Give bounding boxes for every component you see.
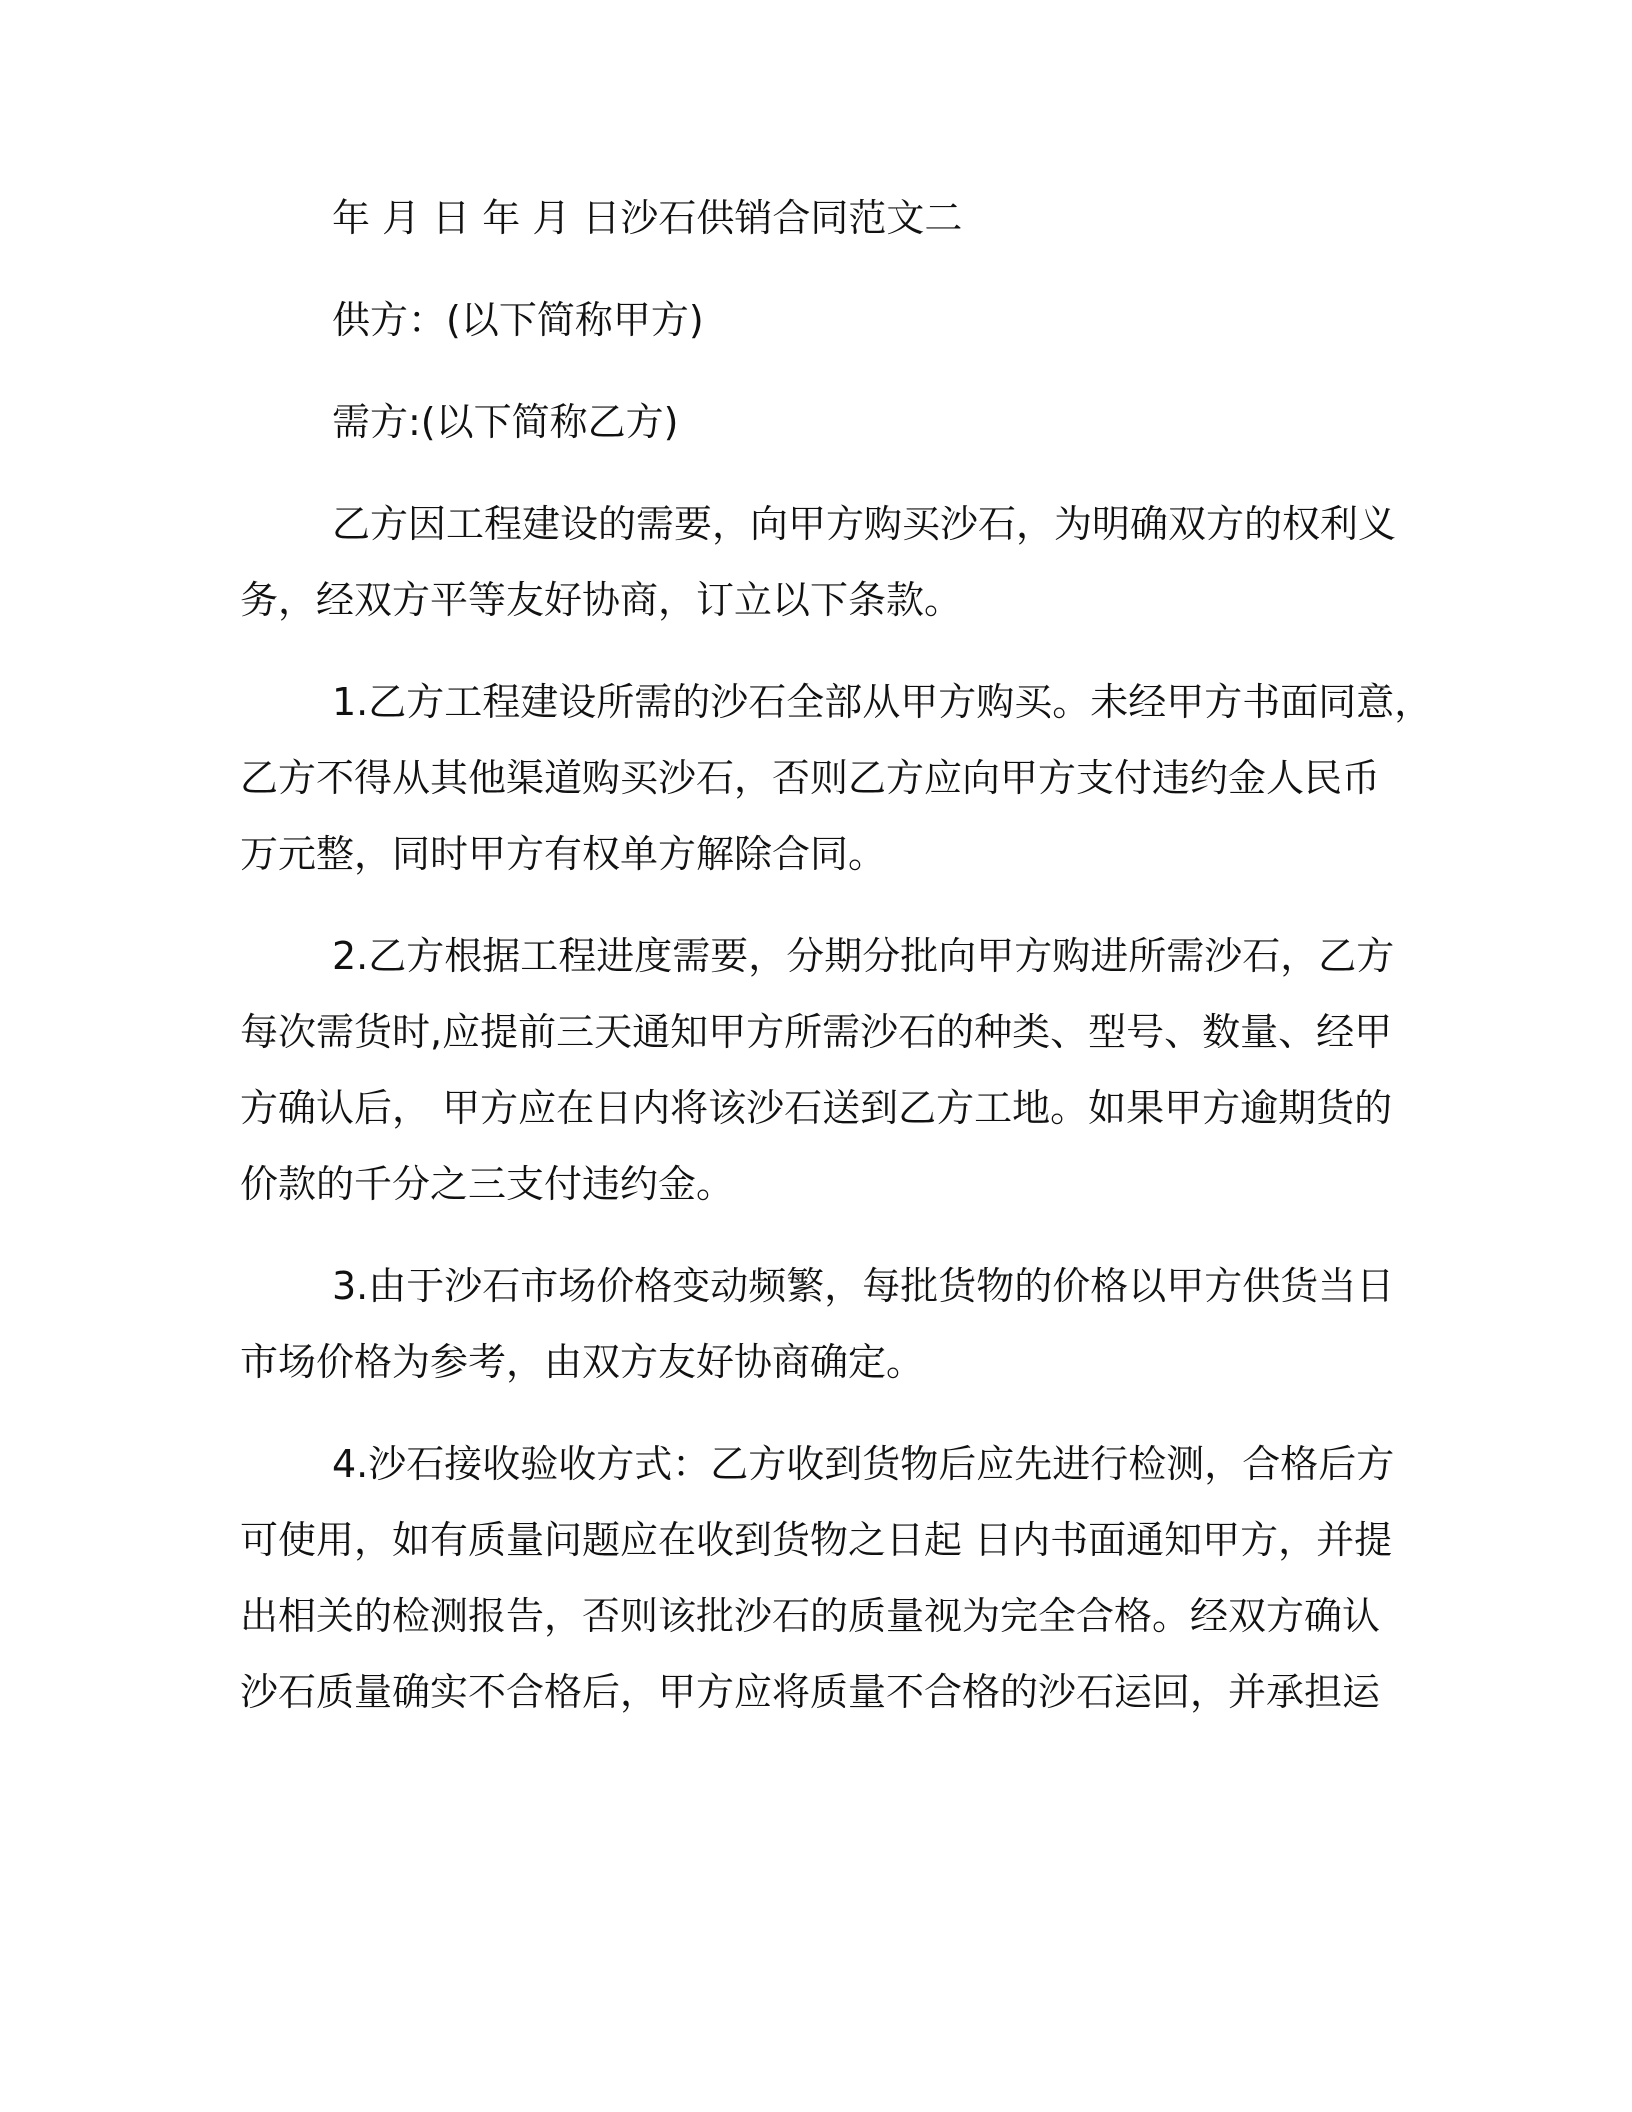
intro-paragraph [240,486,1397,638]
clause-2-line: 价款的千分之三支付违约金。 [240,1162,735,1206]
intro-line: 务，经双方平等友好协商，订立以下条款。 [240,578,963,622]
clause-4-line: 沙石质量确实不合格后，甲方应将质量不合格的沙石运回，并承担运 [240,1670,1381,1714]
intro-line: 乙方因工程建设的需要，向甲方购买沙石，为明确双方的权利义 [332,502,1397,546]
supplier-line: 供方：(以下简称甲方) [332,298,704,342]
clause-4-paragraph [240,1426,1395,1730]
clause-2-line: 2.乙方根据工程进度需要，分期分批向甲方购进所需沙石，乙方 [332,934,1395,978]
document-body [240,180,1433,1730]
clause-2-line: 方确认后， 甲方应在日内将该沙石送到乙方工地。如果甲方逾期货的 [240,1086,1393,1130]
clause-4-line: 出相关的检测报告，否则该批沙石的质量视为完全合格。经双方确认 [240,1594,1381,1638]
clause-1-line: 1.乙方工程建设所需的沙石全部从甲方购买。未经甲方书面同意， [332,680,1433,724]
clause-4-line: 可使用，如有质量问题应在收到货物之日起 日内书面通知甲方，并提 [240,1518,1393,1562]
clause-2-paragraph [240,918,1395,1222]
clause-1-line: 乙方不得从其他渠道购买沙石，否则乙方应向甲方支付违约金人民币 [240,756,1381,800]
clause-4-line: 4.沙石接收验收方式：乙方收到货物后应先进行检测，合格后方 [332,1442,1395,1486]
clause-3-line: 市场价格为参考，由双方友好协商确定。 [240,1340,925,1384]
clause-1-paragraph [240,664,1433,892]
document-title: 年 月 日 年 月 日沙石供销合同范文二 [332,196,963,240]
clause-3-line: 3.由于沙石市场价格变动频繁，每批货物的价格以甲方供货当日 [332,1264,1395,1308]
clause-1-line: 万元整，同时甲方有权单方解除合同。 [240,832,887,876]
buyer-line: 需方:(以下简称乙方) [332,400,679,444]
clause-3-paragraph [240,1248,1395,1400]
clause-2-line: 每次需货时,应提前三天通知甲方所需沙石的种类、型号、数量、经甲 [240,1010,1393,1054]
